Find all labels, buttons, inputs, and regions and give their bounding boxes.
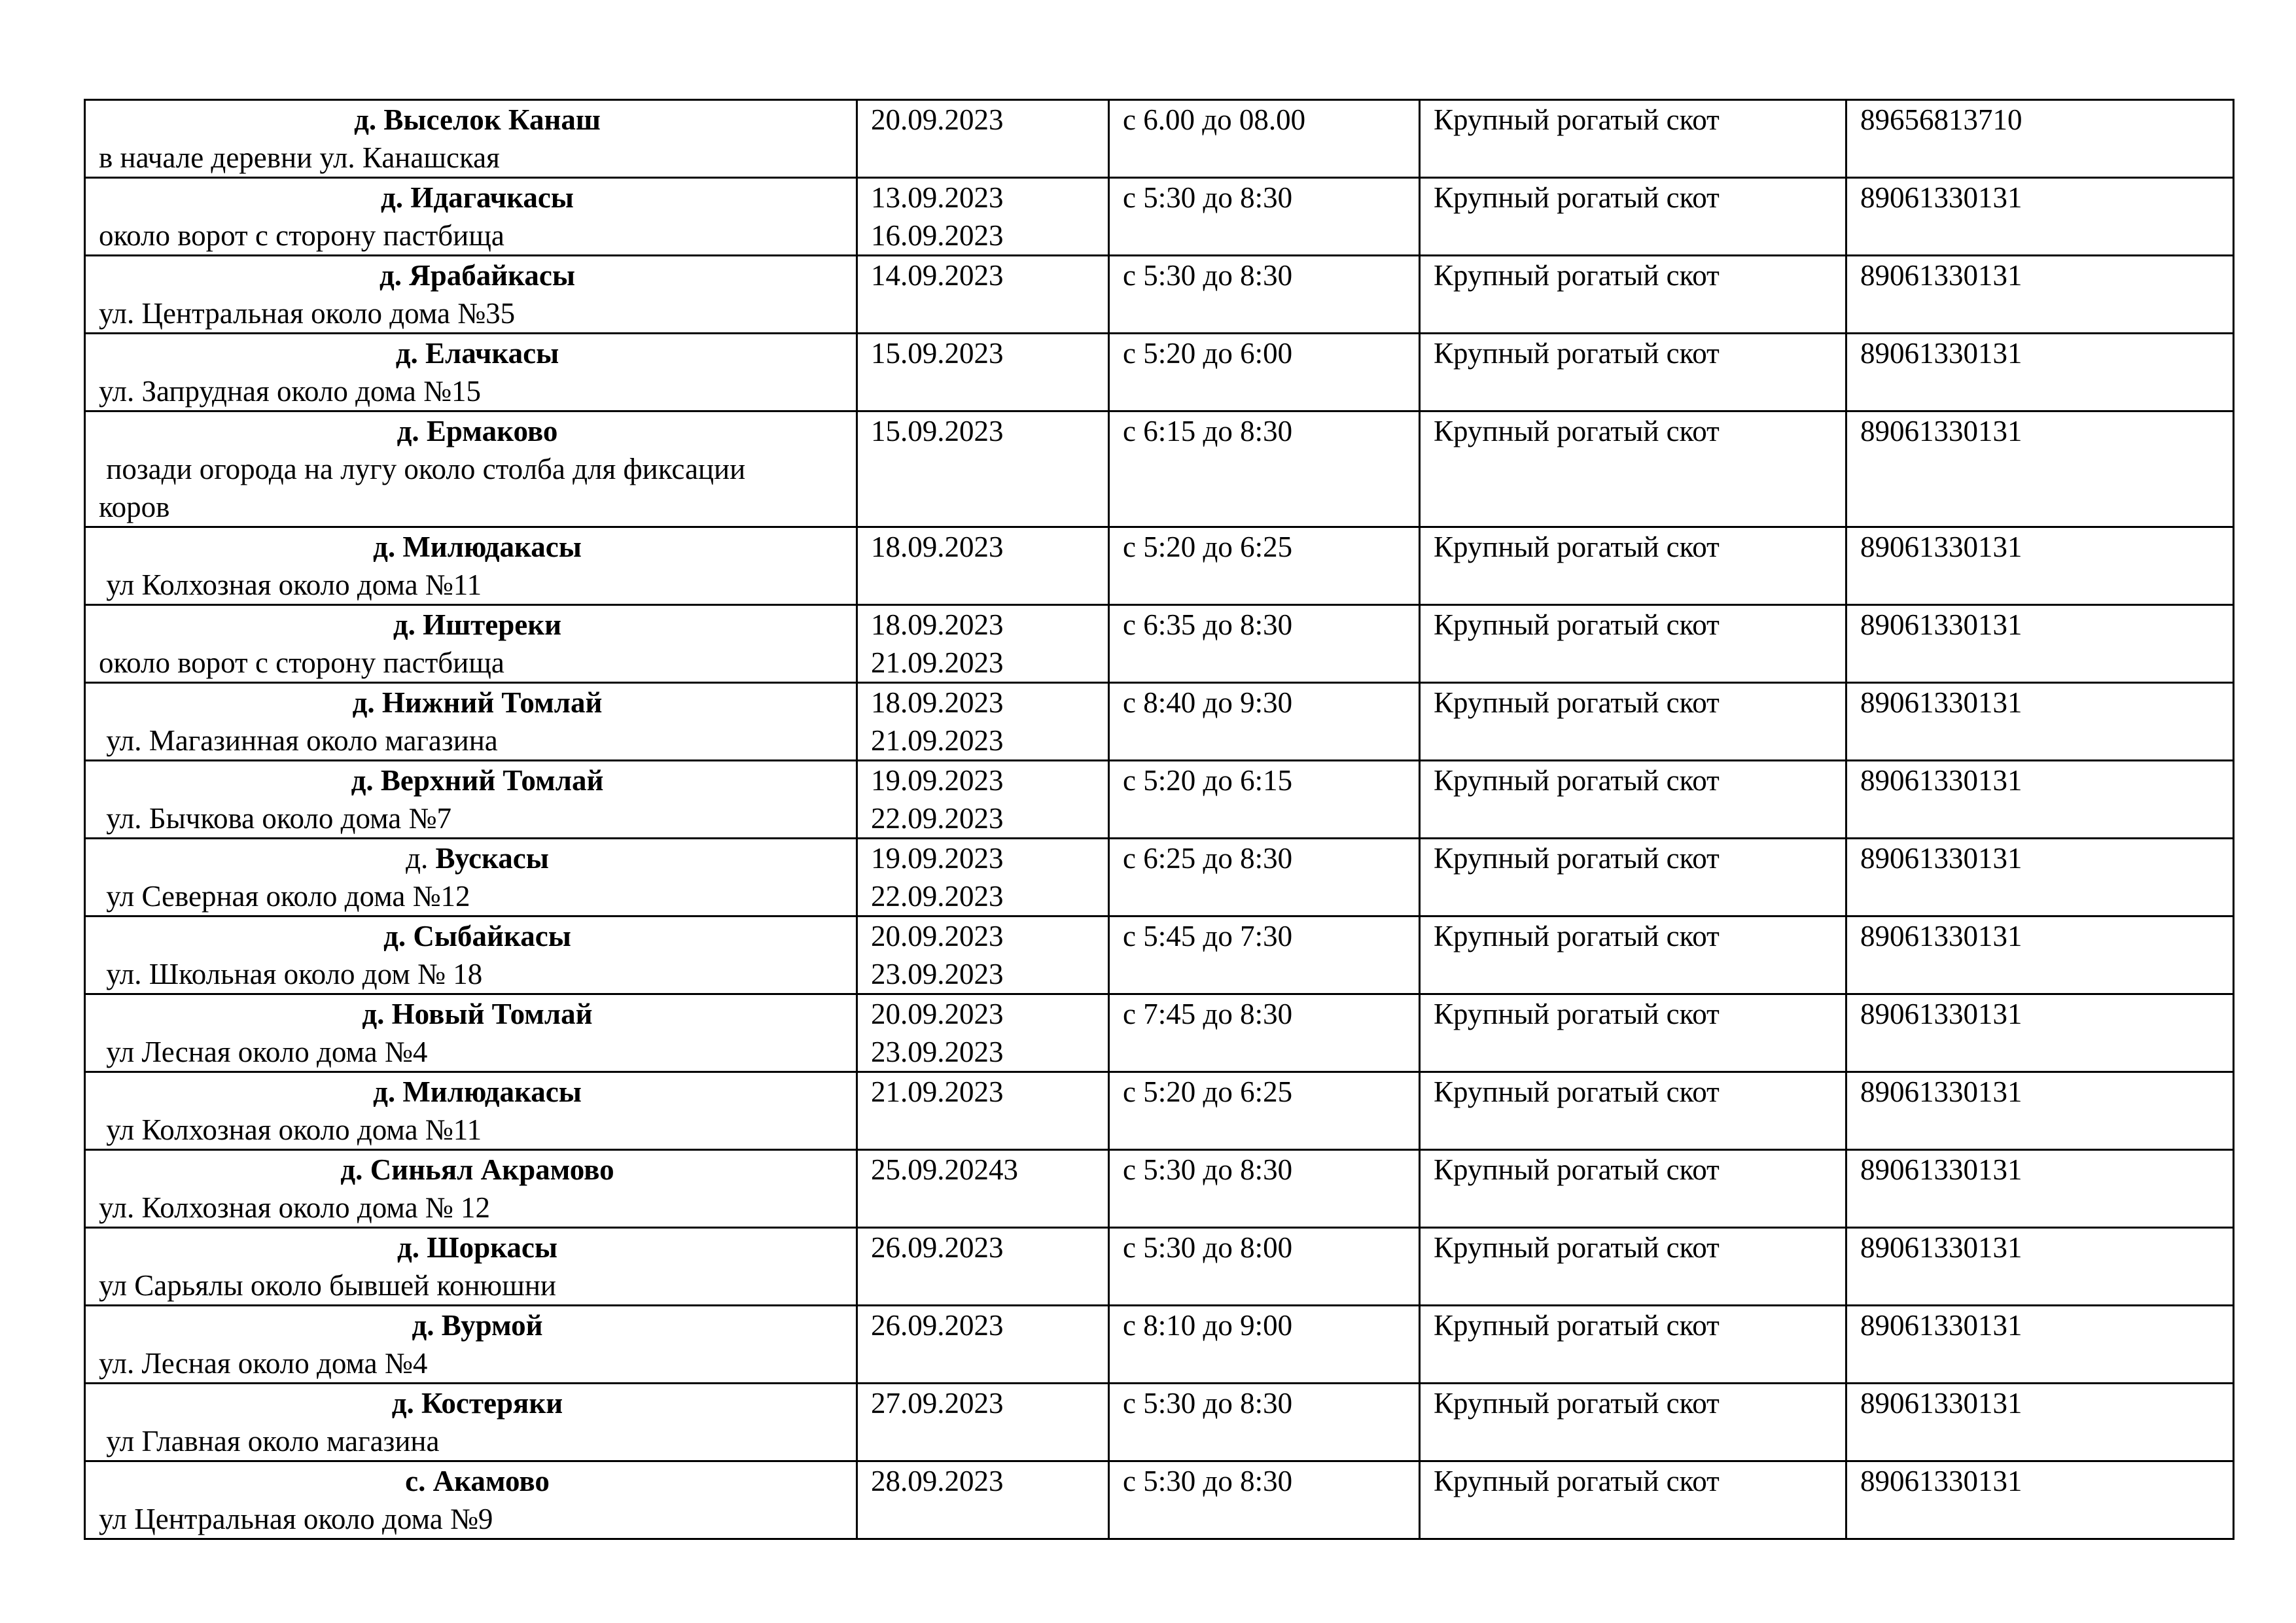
- phone-cell: 89061330131: [1846, 1461, 2234, 1539]
- place-cell: [85, 100, 857, 178]
- place-address: около ворот с сторону пастбища: [99, 219, 504, 252]
- animal-type-cell: Крупный рогатый скот: [1420, 411, 1846, 527]
- table-row: [85, 178, 2234, 256]
- date-value: 25.09.20243: [871, 1153, 1018, 1186]
- place-prefix: д.: [354, 103, 377, 136]
- date-cell: [857, 683, 1109, 761]
- place-address: ул Лесная около дома №4: [99, 1036, 428, 1068]
- date-value: 28.09.2023: [871, 1465, 1004, 1497]
- place-address: позади огорода на лугу около столба для фиксации коров: [99, 453, 746, 523]
- table-row: [85, 334, 2234, 411]
- time-cell: с 8:10 до 9:00: [1109, 1306, 1420, 1384]
- place-address: ул Колхозная около дома №11: [99, 1113, 482, 1146]
- animal-type-cell: Крупный рогатый скот: [1420, 1461, 1846, 1539]
- place-prefix: д.: [362, 998, 385, 1030]
- table-row: [85, 1306, 2234, 1384]
- table-row: [85, 411, 2234, 527]
- place-name: [99, 256, 856, 294]
- place-title: Милюдакасы: [402, 1075, 582, 1108]
- table-row: [85, 761, 2234, 839]
- place-cell: [85, 527, 857, 605]
- place-cell: [85, 1306, 857, 1384]
- place-name: [99, 1306, 856, 1344]
- date-cell: [857, 527, 1109, 605]
- table-row: [85, 683, 2234, 761]
- place-cell: [85, 256, 857, 334]
- date-value: 20.09.2023: [871, 103, 1004, 136]
- place-name: [99, 334, 856, 372]
- place-cell: [85, 994, 857, 1072]
- date-value: 16.09.2023: [871, 219, 1004, 252]
- phone-cell: 89656813710: [1846, 100, 2234, 178]
- phone-cell: 89061330131: [1846, 683, 2234, 761]
- phone-cell: 89061330131: [1846, 1306, 2234, 1384]
- date-cell: [857, 178, 1109, 256]
- time-cell: с 5:30 до 8:30: [1109, 256, 1420, 334]
- place-prefix: д.: [352, 686, 375, 719]
- place-prefix: д.: [406, 842, 429, 875]
- time-cell: с 8:40 до 9:30: [1109, 683, 1420, 761]
- place-title: Новый Томлай: [391, 998, 593, 1030]
- time-cell: с 7:45 до 8:30: [1109, 994, 1420, 1072]
- place-name: [99, 1384, 856, 1422]
- table-row: [85, 839, 2234, 916]
- place-prefix: д.: [381, 181, 404, 214]
- animal-type-cell: Крупный рогатый скот: [1420, 100, 1846, 178]
- place-cell: [85, 1150, 857, 1228]
- table-row: [85, 994, 2234, 1072]
- animal-type-cell: Крупный рогатый скот: [1420, 916, 1846, 994]
- place-cell: [85, 334, 857, 411]
- date-value: 20.09.2023: [871, 998, 1004, 1030]
- place-name: [99, 1462, 856, 1500]
- place-address: в начале деревни ул. Канашская: [99, 141, 500, 174]
- animal-type-cell: Крупный рогатый скот: [1420, 994, 1846, 1072]
- date-value: 18.09.2023: [871, 531, 1004, 563]
- table-row: [85, 1072, 2234, 1150]
- date-value: 13.09.2023: [871, 181, 1004, 214]
- animal-type-cell: Крупный рогатый скот: [1420, 839, 1846, 916]
- schedule-table: [84, 99, 2234, 1540]
- phone-cell: 89061330131: [1846, 1150, 2234, 1228]
- place-title: Шоркасы: [427, 1231, 558, 1264]
- time-cell: с 6:35 до 8:30: [1109, 605, 1420, 683]
- date-value: 27.09.2023: [871, 1387, 1004, 1420]
- place-title: Милюдакасы: [402, 531, 582, 563]
- date-value: 14.09.2023: [871, 259, 1004, 292]
- place-prefix: д.: [383, 920, 406, 952]
- date-cell: [857, 1228, 1109, 1306]
- place-title: Верхний Томлай: [380, 764, 604, 797]
- place-name: [99, 606, 856, 644]
- date-value: 19.09.2023: [871, 764, 1004, 797]
- place-prefix: д.: [379, 259, 402, 292]
- place-address: ул Центральная около дома №9: [99, 1503, 493, 1535]
- time-cell: с 5:20 до 6:00: [1109, 334, 1420, 411]
- phone-cell: 89061330131: [1846, 1384, 2234, 1461]
- place-name: [99, 1151, 856, 1189]
- place-name: [99, 101, 856, 139]
- date-value: 18.09.2023: [871, 686, 1004, 719]
- place-prefix: с.: [405, 1465, 426, 1497]
- place-prefix: д.: [373, 1075, 396, 1108]
- date-value: 23.09.2023: [871, 1036, 1004, 1068]
- place-cell: [85, 916, 857, 994]
- place-cell: [85, 1384, 857, 1461]
- date-value: 22.09.2023: [871, 802, 1004, 835]
- place-title: Ермаково: [426, 415, 558, 447]
- animal-type-cell: Крупный рогатый скот: [1420, 334, 1846, 411]
- place-cell: [85, 839, 857, 916]
- date-value: 23.09.2023: [871, 958, 1004, 990]
- place-prefix: д.: [397, 415, 419, 447]
- place-address: ул. Лесная около дома №4: [99, 1347, 428, 1380]
- table-row: [85, 605, 2234, 683]
- place-prefix: д.: [340, 1153, 363, 1186]
- place-address: ул. Школьная около дом № 18: [99, 958, 483, 990]
- animal-type-cell: Крупный рогатый скот: [1420, 1384, 1846, 1461]
- date-value: 26.09.2023: [871, 1309, 1004, 1342]
- date-value: 15.09.2023: [871, 337, 1004, 370]
- place-name: [99, 995, 856, 1033]
- date-cell: [857, 334, 1109, 411]
- place-prefix: д.: [351, 764, 374, 797]
- place-address: ул Северная около дома №12: [99, 880, 470, 913]
- date-cell: [857, 100, 1109, 178]
- animal-type-cell: Крупный рогатый скот: [1420, 527, 1846, 605]
- table-row: [85, 916, 2234, 994]
- time-cell: с 6:15 до 8:30: [1109, 411, 1420, 527]
- animal-type-cell: Крупный рогатый скот: [1420, 1150, 1846, 1228]
- place-name: [99, 1073, 856, 1111]
- place-cell: [85, 761, 857, 839]
- place-address: около ворот с сторону пастбища: [99, 646, 504, 679]
- time-cell: с 5:20 до 6:15: [1109, 761, 1420, 839]
- phone-cell: 89061330131: [1846, 605, 2234, 683]
- place-name: [99, 528, 856, 566]
- phone-cell: 89061330131: [1846, 916, 2234, 994]
- time-cell: с 5:20 до 6:25: [1109, 1072, 1420, 1150]
- place-address: ул Колхозная около дома №11: [99, 568, 482, 601]
- time-cell: с 5:30 до 8:30: [1109, 1384, 1420, 1461]
- place-prefix: д.: [397, 1231, 419, 1264]
- place-name: [99, 917, 856, 955]
- place-name: [99, 412, 856, 450]
- date-cell: [857, 761, 1109, 839]
- phone-cell: 89061330131: [1846, 994, 2234, 1072]
- phone-cell: 89061330131: [1846, 761, 2234, 839]
- place-title: Нижний Томлай: [381, 686, 603, 719]
- place-title: Костеряки: [421, 1387, 563, 1420]
- schedule-table-body: [85, 100, 2234, 1539]
- table-row: [85, 1228, 2234, 1306]
- animal-type-cell: Крупный рогатый скот: [1420, 605, 1846, 683]
- place-title: Синьял Акрамово: [370, 1153, 614, 1186]
- date-value: 21.09.2023: [871, 724, 1004, 757]
- date-value: 21.09.2023: [871, 1075, 1004, 1108]
- place-title: Акамово: [433, 1465, 550, 1497]
- date-cell: [857, 839, 1109, 916]
- phone-cell: 89061330131: [1846, 1072, 2234, 1150]
- place-cell: [85, 683, 857, 761]
- table-row: [85, 100, 2234, 178]
- place-cell: [85, 1228, 857, 1306]
- date-value: 19.09.2023: [871, 842, 1004, 875]
- time-cell: с 5:30 до 8:30: [1109, 1461, 1420, 1539]
- date-cell: [857, 1384, 1109, 1461]
- place-prefix: д.: [412, 1309, 434, 1342]
- place-address: ул. Центральная около дома №35: [99, 297, 516, 330]
- place-cell: [85, 411, 857, 527]
- table-row: [85, 1150, 2234, 1228]
- date-cell: [857, 605, 1109, 683]
- place-title: Выселок Канаш: [383, 103, 601, 136]
- time-cell: с 5:45 до 7:30: [1109, 916, 1420, 994]
- place-address: ул. Запрудная около дома №15: [99, 375, 482, 408]
- place-cell: [85, 178, 857, 256]
- time-cell: с 5:30 до 8:30: [1109, 1150, 1420, 1228]
- date-value: 21.09.2023: [871, 646, 1004, 679]
- place-prefix: д.: [393, 608, 415, 641]
- date-cell: [857, 1306, 1109, 1384]
- place-address: ул. Колхозная около дома № 12: [99, 1191, 490, 1224]
- table-row: [85, 1461, 2234, 1539]
- date-value: 22.09.2023: [871, 880, 1004, 913]
- phone-cell: 89061330131: [1846, 527, 2234, 605]
- animal-type-cell: Крупный рогатый скот: [1420, 1306, 1846, 1384]
- date-value: 15.09.2023: [871, 415, 1004, 447]
- place-prefix: д.: [391, 1387, 414, 1420]
- place-name: [99, 1229, 856, 1266]
- place-title: Идагачкасы: [410, 181, 574, 214]
- table-row: [85, 1384, 2234, 1461]
- table-row: [85, 256, 2234, 334]
- place-cell: [85, 1461, 857, 1539]
- place-name: [99, 761, 856, 799]
- place-cell: [85, 605, 857, 683]
- place-title: Сыбайкасы: [413, 920, 571, 952]
- table-row: [85, 527, 2234, 605]
- place-title: Ярабайкасы: [409, 259, 576, 292]
- date-value: 20.09.2023: [871, 920, 1004, 952]
- phone-cell: 89061330131: [1846, 1228, 2234, 1306]
- place-prefix: д.: [373, 531, 396, 563]
- animal-type-cell: Крупный рогатый скот: [1420, 761, 1846, 839]
- time-cell: с 5:20 до 6:25: [1109, 527, 1420, 605]
- place-title: Иштереки: [423, 608, 562, 641]
- animal-type-cell: Крупный рогатый скот: [1420, 1072, 1846, 1150]
- phone-cell: 89061330131: [1846, 411, 2234, 527]
- date-cell: [857, 256, 1109, 334]
- time-cell: с 5:30 до 8:00: [1109, 1228, 1420, 1306]
- place-title: Елачкасы: [425, 337, 559, 370]
- animal-type-cell: Крупный рогатый скот: [1420, 683, 1846, 761]
- date-value: 26.09.2023: [871, 1231, 1004, 1264]
- place-address: ул Главная около магазина: [99, 1425, 440, 1457]
- place-address: ул. Магазинная около магазина: [99, 724, 498, 757]
- phone-cell: 89061330131: [1846, 334, 2234, 411]
- date-value: 18.09.2023: [871, 608, 1004, 641]
- phone-cell: 89061330131: [1846, 256, 2234, 334]
- date-cell: [857, 1461, 1109, 1539]
- time-cell: с 5:30 до 8:30: [1109, 178, 1420, 256]
- date-cell: [857, 1072, 1109, 1150]
- animal-type-cell: Крупный рогатый скот: [1420, 1228, 1846, 1306]
- date-cell: [857, 916, 1109, 994]
- place-name: [99, 179, 856, 217]
- phone-cell: 89061330131: [1846, 839, 2234, 916]
- animal-type-cell: Крупный рогатый скот: [1420, 256, 1846, 334]
- place-name: [99, 839, 856, 877]
- place-prefix: д.: [395, 337, 418, 370]
- phone-cell: 89061330131: [1846, 178, 2234, 256]
- place-address: ул Сарьялы около бывшей конюшни: [99, 1269, 556, 1302]
- time-cell: с 6:25 до 8:30: [1109, 839, 1420, 916]
- date-cell: [857, 411, 1109, 527]
- time-cell: с 6.00 до 08.00: [1109, 100, 1420, 178]
- place-cell: [85, 1072, 857, 1150]
- animal-type-cell: Крупный рогатый скот: [1420, 178, 1846, 256]
- date-cell: [857, 994, 1109, 1072]
- place-name: [99, 684, 856, 722]
- place-address: ул. Бычкова около дома №7: [99, 802, 451, 835]
- date-cell: [857, 1150, 1109, 1228]
- place-title: Вурмой: [441, 1309, 543, 1342]
- place-title: Вускасы: [435, 842, 549, 875]
